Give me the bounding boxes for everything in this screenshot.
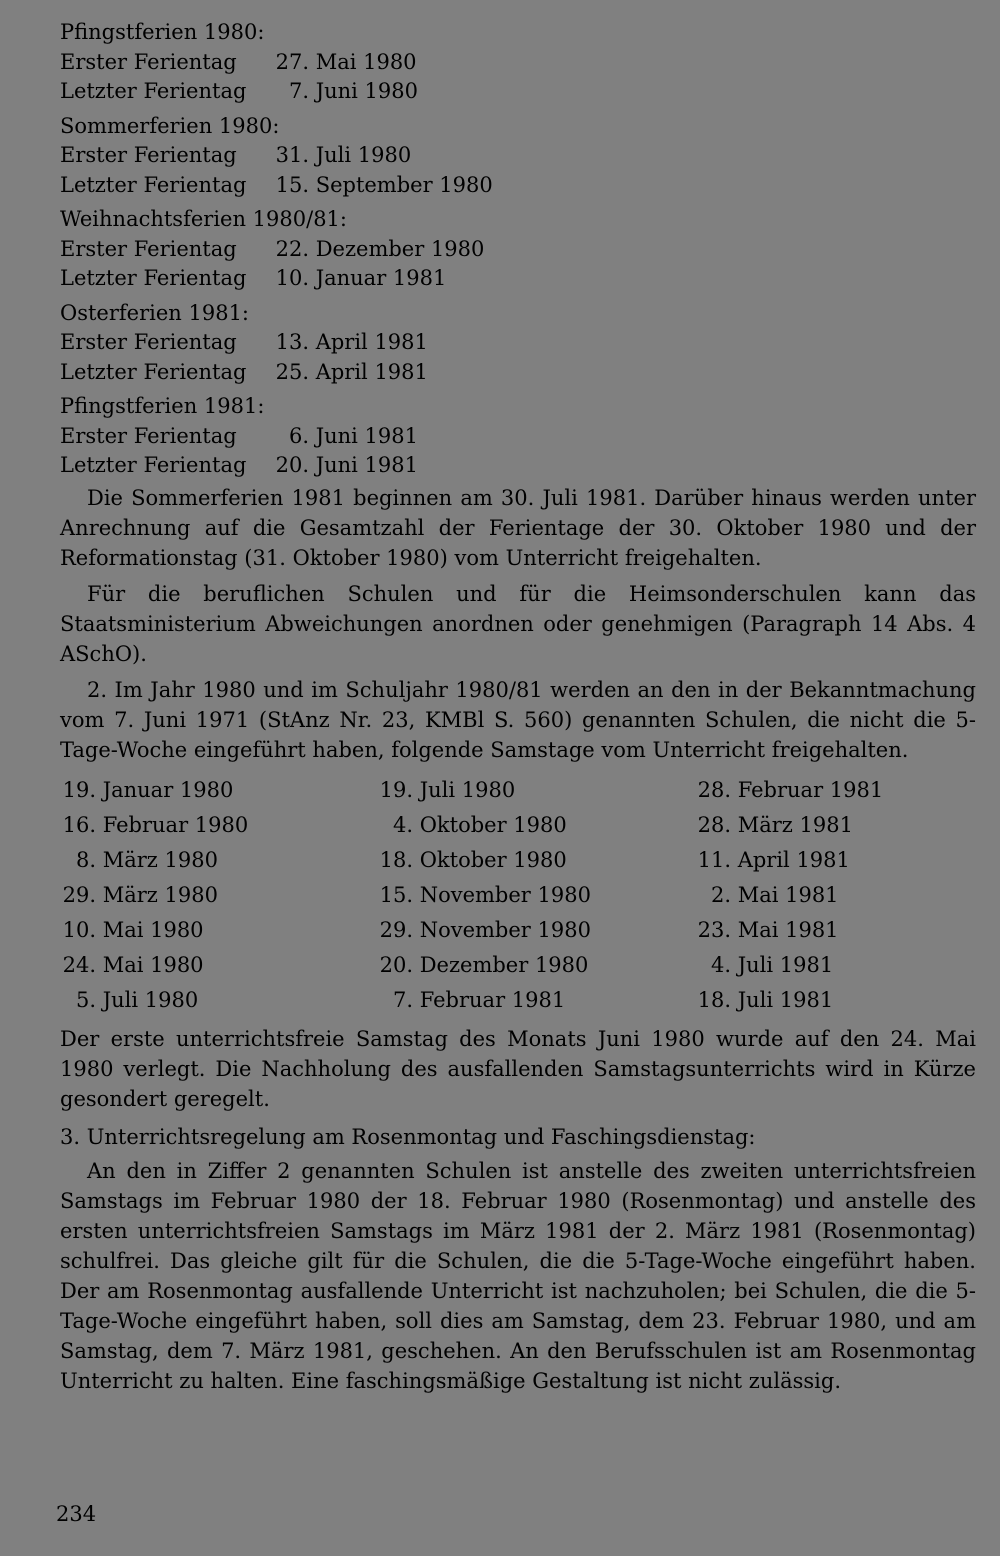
saturday-date: 10. Mai 1980 <box>62 917 204 942</box>
holiday-last-day <box>60 451 976 481</box>
first-day-label: Erster Ferientag <box>60 49 237 74</box>
day-number: 31. <box>275 143 309 167</box>
holiday-title: Weihnachtsferien 1980/81: <box>60 207 347 231</box>
first-day-label: Erster Ferientag <box>60 236 237 261</box>
document-page <box>60 18 976 1396</box>
holiday-last-day <box>60 264 976 294</box>
section-3-paragraph: An den in Ziffer 2 genannten Schulen ist anstelle des zweiten unterrichtsfreien Samstags im Februar 1980 der 18. Februar 1980 (Rosenmontag) und anstelle des ersten unterrichtsfreien Samstags im März 1981 der 2. März 1981 (Rosenmontag) schulfrei. Das gleiche gilt für die Schulen, die die 5-Tage-Woche eingeführt haben. Der am Rosenmontag ausfallende Unterricht ist nachzuholen; bei Schulen, die die 5-Tage-Woche eingeführt haben, soll dies am Samstag, dem 23. Februar 1980, und am Samstag, dem 7. März 1981, geschehen. An den Berufsschulen ist am Rosenmontag Unterricht zu halten. Eine faschingsmäßige Gestaltung ist nicht zulässig. <box>60 1158 976 1393</box>
holiday-title: Sommerferien 1980: <box>60 113 280 138</box>
saturday-date: 4. Juli 1981 <box>710 952 834 977</box>
date-rest: Juni 1981 <box>315 423 418 448</box>
last-day-label: Letzter Ferientag <box>60 266 247 290</box>
saturday-date: 24. Mai 1980 <box>62 952 204 977</box>
day-number: 25. <box>275 359 309 384</box>
saturday-date: 29. November 1980 <box>379 917 591 942</box>
day-number: 15. <box>275 172 309 197</box>
day-number: 27. <box>275 49 309 74</box>
holiday-first-day <box>60 235 976 265</box>
holiday-block-pfingsten-1981 <box>60 392 976 481</box>
saturday-date: 29. März 1980 <box>62 882 218 907</box>
holiday-title: Pfingstferien 1980: <box>60 20 265 44</box>
free-saturdays-table <box>60 773 976 1018</box>
saturday-date: 5. Juli 1980 <box>75 987 199 1012</box>
date-rest: Juni 1980 <box>315 79 418 103</box>
saturday-date: 18. Juli 1981 <box>697 987 834 1012</box>
saturday-date: 28. Februar 1981 <box>697 777 884 802</box>
summer-paragraph: Die Sommerferien 1981 beginnen am 30. Juli 1981. Darüber hinaus werden unter Anrechnung auf die Gesamtzahl der Ferientage der 30. Oktober 1980 und der Reformationstag (31. Oktober 1980) vom Unterricht freigehalten. <box>60 485 976 570</box>
day-number: 10. <box>275 266 309 290</box>
date-rest: Dezember 1980 <box>315 236 485 261</box>
first-day-label: Erster Ferientag <box>60 330 237 354</box>
holiday-title: Pfingstferien 1981: <box>60 394 265 418</box>
holiday-first-day <box>60 422 976 452</box>
saturday-date: 19. Juli 1980 <box>379 777 516 802</box>
holiday-first-day <box>60 328 976 358</box>
saturday-date: 15. November 1980 <box>379 882 591 907</box>
day-number: 13. <box>275 330 309 354</box>
last-day-label: Letzter Ferientag <box>60 453 247 477</box>
saturday-date: 4. Oktober 1980 <box>392 812 567 837</box>
saturday-date: 11. April 1981 <box>697 847 850 872</box>
day-number: 7. <box>288 79 309 103</box>
saturday-date: 7. Februar 1981 <box>392 987 566 1012</box>
holiday-last-day <box>60 171 976 201</box>
last-day-label: Letzter Ferientag <box>60 172 247 197</box>
first-day-label: Erster Ferientag <box>60 423 237 448</box>
saturday-date: 28. März 1981 <box>697 812 853 837</box>
date-rest: April 1981 <box>315 359 428 384</box>
saturday-date: 8. März 1980 <box>75 847 218 872</box>
day-number: 22. <box>275 236 309 261</box>
holiday-first-day <box>60 141 976 171</box>
date-rest: Juni 1981 <box>315 453 418 477</box>
holiday-block-ostern-1981 <box>60 299 976 388</box>
page-number: 234 <box>56 1502 97 1526</box>
holiday-first-day <box>60 48 976 78</box>
saturday-date: 2. Mai 1981 <box>710 882 839 907</box>
day-number: 6. <box>288 423 309 448</box>
date-rest: Mai 1980 <box>315 49 417 74</box>
holiday-block-sommer-1980 <box>60 112 976 201</box>
section-3-heading: 3. Unterrichtsregelung am Rosenmontag und Faschingsdienstag: <box>60 1124 756 1149</box>
holiday-last-day <box>60 358 976 388</box>
date-rest: Januar 1981 <box>315 266 447 290</box>
saturdays-intro-paragraph: 2. Im Jahr 1980 und im Schuljahr 1980/81 werden an den in der Bekanntmachung vom 7. Juni 1971 (StAnz Nr. 23, KMBl S. 560) genannten Schulen, die nicht die 5-Tage-Woche eingeführt haben, folgende Samstage vom Unterricht freigehalten. <box>60 677 976 762</box>
saturday-date: 23. Mai 1981 <box>697 917 839 942</box>
holiday-last-day <box>60 77 976 107</box>
saturday-date: 16. Februar 1980 <box>62 812 249 837</box>
first-day-label: Erster Ferientag <box>60 143 237 167</box>
saturday-date: 20. Dezember 1980 <box>379 952 589 977</box>
june-note-paragraph: Der erste unterrichtsfreie Samstag des Monats Juni 1980 wurde auf den 24. Mai 1980 verlegt. Die Nachholung des ausfallenden Samstagsunterrichts wird in Kürze gesondert geregelt. <box>60 1026 976 1111</box>
last-day-label: Letzter Ferientag <box>60 79 247 103</box>
vocational-paragraph: Für die beruflichen Schulen und für die Heimsonderschulen kann das Staatsministerium Abweichungen anordnen oder genehmigen (Paragraph 14 Abs. 4 ASchO). <box>60 581 976 666</box>
holiday-title: Osterferien 1981: <box>60 300 249 325</box>
last-day-label: Letzter Ferientag <box>60 359 247 384</box>
date-rest: Juli 1980 <box>315 143 412 167</box>
saturday-date: 18. Oktober 1980 <box>379 847 567 872</box>
date-rest: April 1981 <box>315 330 428 354</box>
day-number: 20. <box>275 453 309 477</box>
date-rest: September 1980 <box>315 172 493 197</box>
holiday-block-weihnachten-1980 <box>60 205 976 294</box>
holiday-block-pfingsten-1980 <box>60 18 976 107</box>
saturday-date: 19. Januar 1980 <box>62 777 234 802</box>
